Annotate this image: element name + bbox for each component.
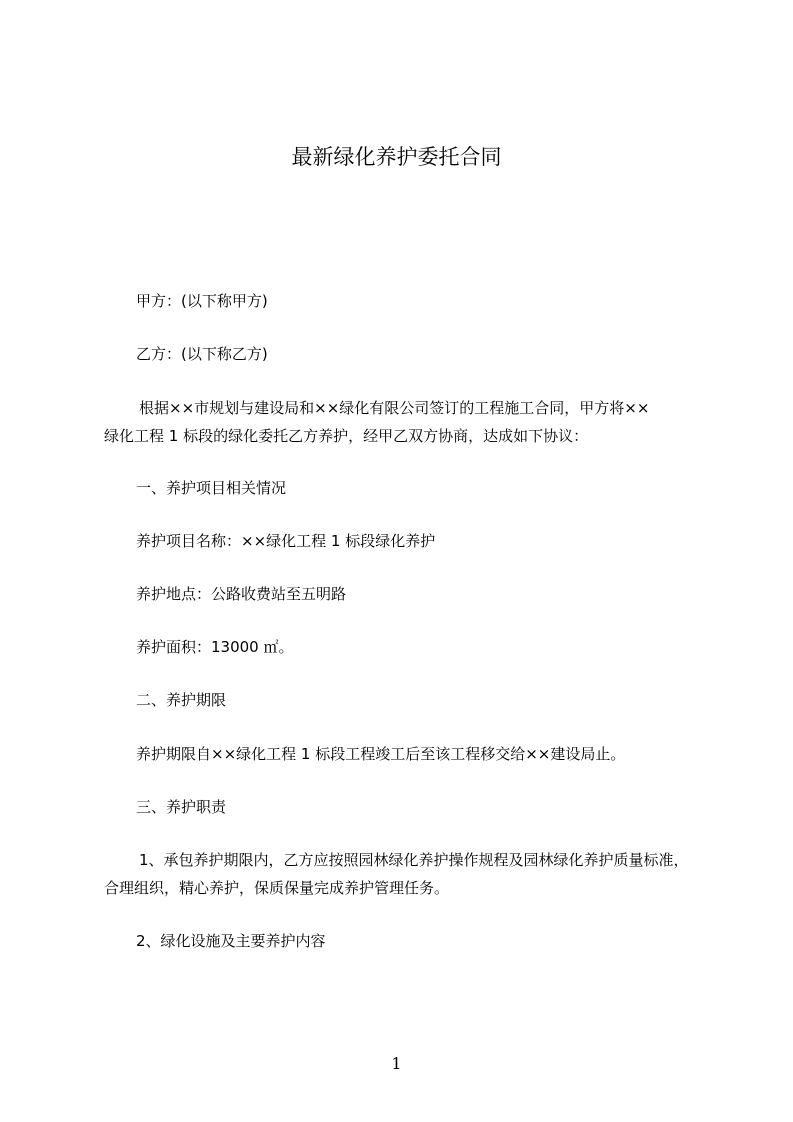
section-1-heading-text: 一、养护项目相关情况 [136, 479, 287, 497]
party-b-line-1: 乙方：(以下称乙方) [136, 345, 268, 363]
party-b-paragraph [104, 340, 704, 368]
duty-1-paragraph [104, 846, 704, 902]
preamble-paragraph [104, 394, 704, 450]
project-location-paragraph [104, 580, 704, 608]
duty-1-line-2: 合理组织，精心养护，保质保量完成养护管理任务。 [104, 879, 450, 897]
section-3-heading [104, 793, 704, 821]
section-3-heading-text: 三、养护职责 [136, 798, 227, 816]
party-a-paragraph [104, 287, 704, 315]
preamble-line-1: 根据××市规划与建设局和××绿化有限公司签订的工程施工合同，甲方将×× [139, 399, 650, 417]
duty-1-line-1: 1、承包养护期限内，乙方应按照园林绿化养护操作规程及园林绿化养护质量标准， [139, 851, 689, 869]
project-area-line: 养护面积：13000 ㎡。 [136, 638, 294, 656]
project-name-paragraph [104, 527, 704, 555]
project-location-line: 养护地点：公路收费站至五明路 [136, 585, 347, 603]
duty-2-line: 2、绿化设施及主要养护内容 [136, 932, 326, 950]
party-a-line-1: 甲方：(以下称甲方) [136, 292, 268, 310]
project-name-line: 养护项目名称：××绿化工程 1 标段绿化养护 [136, 532, 436, 550]
duty-2-paragraph [104, 927, 704, 955]
section-2-heading-text: 二、养护期限 [136, 691, 227, 709]
project-area-paragraph [104, 633, 704, 661]
preamble-line-2: 绿化工程 1 标段的绿化委托乙方养护，经甲乙双方协商，达成如下协议： [104, 427, 589, 445]
section-1-heading [104, 474, 704, 502]
term-line: 养护期限自××绿化工程 1 标段工程竣工后至该工程移交给××建设局止。 [136, 745, 626, 763]
document-title: 最新绿化养护委托合同 [291, 145, 502, 169]
section-2-heading [104, 686, 704, 714]
term-paragraph [104, 740, 704, 768]
page-number: 1 [391, 1054, 402, 1073]
